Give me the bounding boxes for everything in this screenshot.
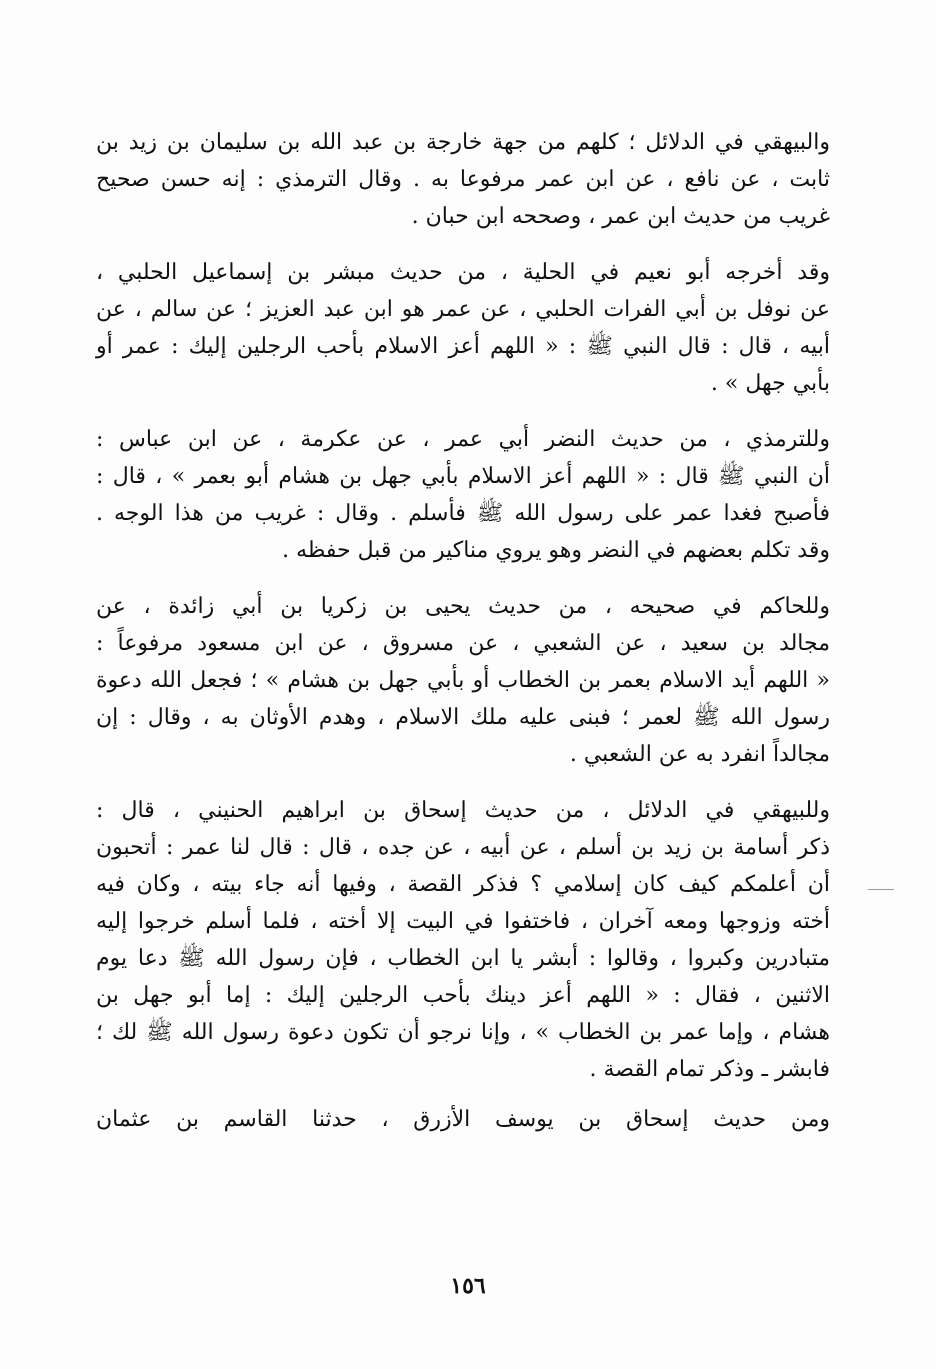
- text-line: أن أعلمكم كيف كان إسلامي ؟ فذكر القصة ، وفيها أنه جاء بيته ، وكان فيه: [96, 872, 830, 897]
- text-line: وللحاكم في صحيحه ، من حديث يحيى بن زكريا بن أبي زائدة ، عن: [96, 594, 830, 619]
- text-line: أبيه ، قال : قال النبي ﷺ : « اللهم أعز الاسلام بأحب الرجلين إليك : عمر أو: [96, 334, 830, 359]
- text-line: رسول الله ﷺ لعمر ؛ فبنى عليه ملك الاسلام ، وهدم الأوثان به ، وقال : إن: [96, 705, 830, 730]
- text-line: والبيهقي في الدلائل ؛ كلهم من جهة خارجة بن عبد الله بن سليمان بن زيد بن: [96, 130, 830, 155]
- text-line: فابشر ـ وذكر تمام القصة .: [589, 1057, 830, 1082]
- text-line: أن النبي ﷺ قال : « اللهم أعز الاسلام بأبي جهل بن هشام أبو بعمر » ، قال :: [96, 464, 830, 489]
- text-line: وقد أخرجه أبو نعيم في الحلية ، من حديث مبشر بن إسماعيل الحلبي ،: [96, 260, 830, 285]
- text-line: غريب من حديث ابن عمر ، وصححه ابن حبان .: [411, 204, 830, 229]
- text-line: ومن حديث إسحاق بن يوسف الأزرق ، حدثنا القاسم بن عثمان: [96, 1107, 830, 1132]
- text-line: وقد تكلم بعضهم في النضر وهو يروي مناكير من قبل حفظه .: [282, 538, 830, 563]
- paragraph-3: [96, 421, 830, 569]
- page-body: [96, 124, 830, 1138]
- paragraph-5: [96, 792, 830, 1088]
- text-line: بأبي جهل » .: [710, 371, 830, 396]
- paragraph-4: [96, 588, 830, 773]
- text-line: وللبيهقي في الدلائل ، من حديث إسحاق بن ابراهيم الحنيني ، قال :: [96, 798, 830, 823]
- text-line: وللترمذي ، من حديث النضر أبي عمر ، عن عكرمة ، عن ابن عباس :: [96, 427, 830, 452]
- text-line: « اللهم أيد الاسلام بعمر بن الخطاب أو بأبي جهل بن هشام » ؛ فجعل الله دعوة: [96, 668, 830, 693]
- paragraph-1: [96, 124, 830, 235]
- text-line: الاثنين ، فقال : « اللهم أعز دينك بأحب الرجلين إليك : إما أبو جهل بن: [96, 983, 830, 1008]
- paragraph-6: [96, 1101, 830, 1138]
- text-line: هشام ، وإما عمر بن الخطاب » ، وإنا نرجو أن تكون دعوة رسول الله ﷺ لك ؛: [96, 1020, 830, 1045]
- text-line: أخته وزوجها ومعه آخران ، فاختفوا في البيت إلا أخته ، فلما أسلم خرجوا إليه: [96, 909, 830, 934]
- paragraph-2: [96, 254, 830, 402]
- margin-mark: [868, 889, 894, 890]
- text-line: متبادرين وكبروا ، وقالوا : أبشر يا ابن الخطاب ، فإن رسول الله ﷺ دعا يوم: [96, 946, 830, 971]
- text-line: عن نوفل بن أبي الفرات الحلبي ، عن عمر هو ابن عبد العزيز ؛ عن سالم ، عن: [96, 297, 831, 322]
- text-line: ذكر أسامة بن زيد بن أسلم ، عن أبيه ، عن جده ، قال : قال لنا عمر : أتحبون: [96, 835, 830, 860]
- text-line: فأصبح فغدا عمر على رسول الله ﷺ فأسلم . وقال : غريب من هذا الوجه .: [96, 501, 831, 526]
- page-number: ١٥٦: [450, 1273, 486, 1299]
- text-line: ثابت ، عن نافع ، عن ابن عمر مرفوعا به . وقال الترمذي : إنه حسن صحيح: [96, 167, 830, 192]
- text-line: مجالداً انفرد به عن الشعبي .: [569, 742, 830, 767]
- text-line: مجالد بن سعيد ، عن الشعبي ، عن مسروق ، عن ابن مسعود مرفوعاً :: [96, 631, 830, 656]
